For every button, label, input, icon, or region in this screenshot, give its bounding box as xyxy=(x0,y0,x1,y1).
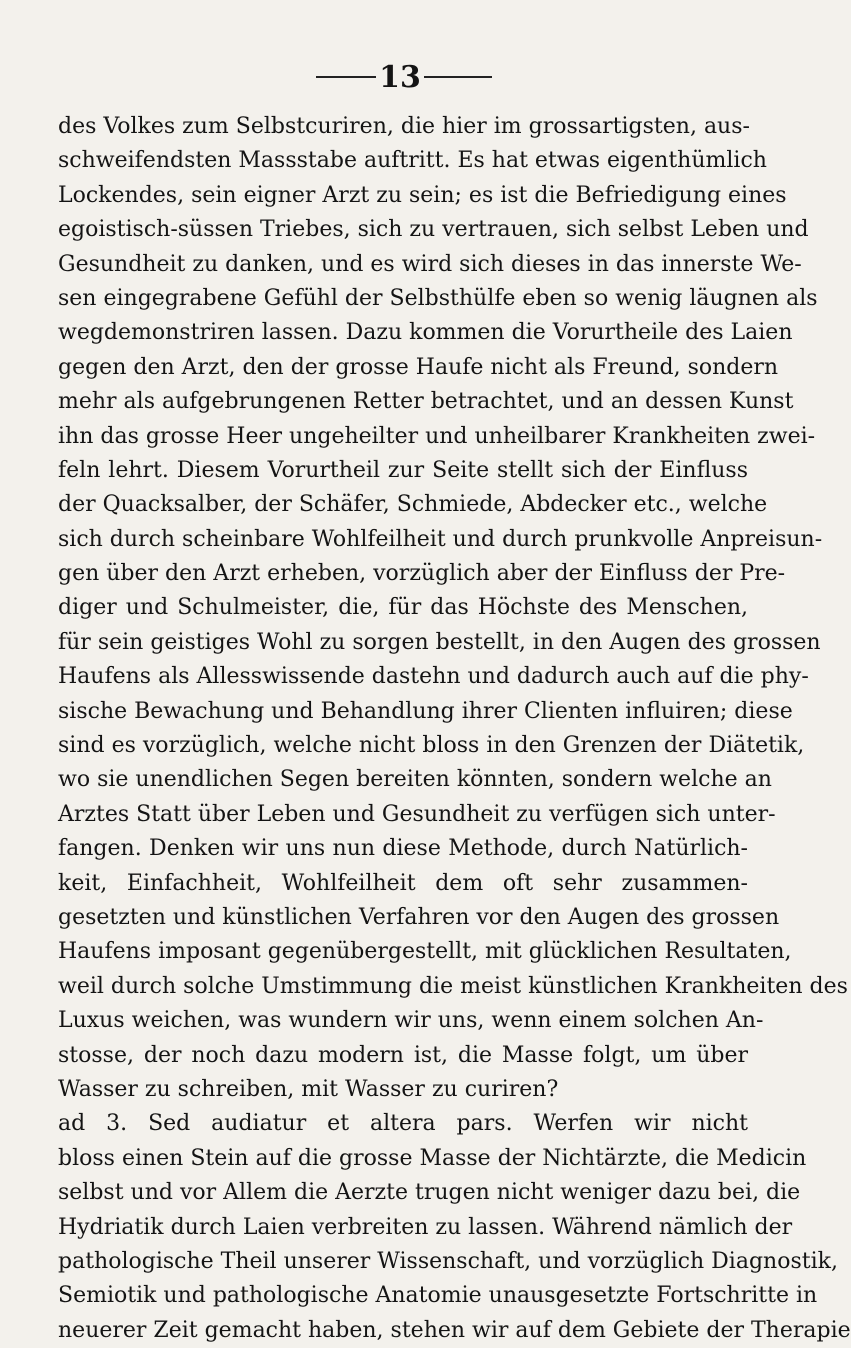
text-line: Gesundheit zu danken, und es wird sich dieses in das innerste We- xyxy=(58,251,802,277)
text-line: Hydriatik durch Laien verbreiten zu lassen. Während nämlich der xyxy=(58,1214,793,1240)
text-line: weil durch solche Umstimmung die meist künstlichen Krankheiten des xyxy=(58,973,848,999)
text-line: neuerer Zeit gemacht haben, stehen wir auf dem Gebiete der Therapie xyxy=(58,1317,851,1343)
text-line: feln lehrt. Diesem Vorurtheil zur Seite stellt sich der Einfluss xyxy=(58,457,748,483)
text-line: Lockendes, sein eigner Arzt zu sein; es ist die Befriedigung eines xyxy=(58,182,787,208)
text-line: egoistisch-süssen Triebes, sich zu vertrauen, sich selbst Leben und xyxy=(58,217,809,243)
text-line: pathologische Theil unserer Wissenschaft, und vorzüglich Diagnostik, xyxy=(58,1248,838,1274)
text-line: für sein geistiges Wohl zu sorgen bestellt, in den Augen des grossen xyxy=(58,629,821,655)
text-line: sich durch scheinbare Wohlfeilheit und durch prunkvolle Anpreisun- xyxy=(58,526,823,552)
text-line: ihn das grosse Heer ungeheilter und unheilbarer Krankheiten zwei- xyxy=(58,423,816,449)
page-number: 13 xyxy=(379,60,421,95)
text-line: Haufens imposant gegenübergestellt, mit glücklichen Resultaten, xyxy=(58,939,792,965)
text-line: Semiotik und pathologische Anatomie unausgesetzte Fortschritte in xyxy=(58,1283,818,1309)
text-line: gen über den Arzt erheben, vorzüglich aber der Einfluss der Pre- xyxy=(58,561,786,587)
text-line: sind es vorzüglich, welche nicht bloss in den Grenzen der Diätetik, xyxy=(58,733,805,759)
text-line: stosse, der noch dazu modern ist, die Masse folgt, um über xyxy=(58,1042,748,1068)
text-line: ad 3. Sed audiatur et altera pars. Werfen wir nicht xyxy=(58,1111,748,1137)
text-line: bloss einen Stein auf die grosse Masse der Nichtärzte, die Medicin xyxy=(58,1145,807,1171)
text-line: keit, Einfachheit, Wohlfeilheit dem oft sehr zusammen- xyxy=(58,870,748,896)
text-line: sen eingegrabene Gefühl der Selbsthülfe eben so wenig läugnen als xyxy=(58,285,818,311)
text-line: des Volkes zum Selbstcuriren, die hier im grossartigsten, aus- xyxy=(58,114,750,139)
body-text xyxy=(58,110,851,1348)
text-line: wo sie unendlichen Segen bereiten könnten, sondern welche an xyxy=(58,767,772,793)
text-line: gegen den Arzt, den der grosse Haufe nicht als Freund, sondern xyxy=(58,354,779,380)
header-rule-left xyxy=(316,76,376,78)
text-line: fangen. Denken wir uns nun diese Methode, durch Natürlich- xyxy=(58,836,748,862)
page-header xyxy=(0,58,800,98)
text-line: selbst und vor Allem die Aerzte trugen nicht weniger dazu bei, die xyxy=(58,1180,801,1206)
text-line: Haufens als Allesswissende dastehn und dadurch auch auf die phy- xyxy=(58,664,809,690)
text-line: mehr als aufgebrungenen Retter betrachtet, und an dessen Kunst xyxy=(58,389,794,415)
text-line: Luxus weichen, was wundern wir uns, wenn einem solchen An- xyxy=(58,1008,764,1034)
text-line: schweifendsten Massstabe auftritt. Es hat etwas eigenthümlich xyxy=(58,148,767,174)
text-line: diger und Schulmeister, die, für das Höchste des Menschen, xyxy=(58,595,748,621)
text-line: Wasser zu schreiben, mit Wasser zu curiren? xyxy=(58,1076,559,1102)
text-line: wegdemonstriren lassen. Dazu kommen die Vorurtheile des Laien xyxy=(58,320,793,346)
text-line: sische Bewachung und Behandlung ihrer Clienten influiren; diese xyxy=(58,698,793,724)
text-line: gesetzten und künstlichen Verfahren vor den Augen des grossen xyxy=(58,904,780,930)
text-line: der Quacksalber, der Schäfer, Schmiede, Abdecker etc., welche xyxy=(58,492,768,518)
text-line: Arztes Statt über Leben und Gesundheit zu verfügen sich unter- xyxy=(58,801,776,827)
header-rule-right xyxy=(424,76,492,78)
